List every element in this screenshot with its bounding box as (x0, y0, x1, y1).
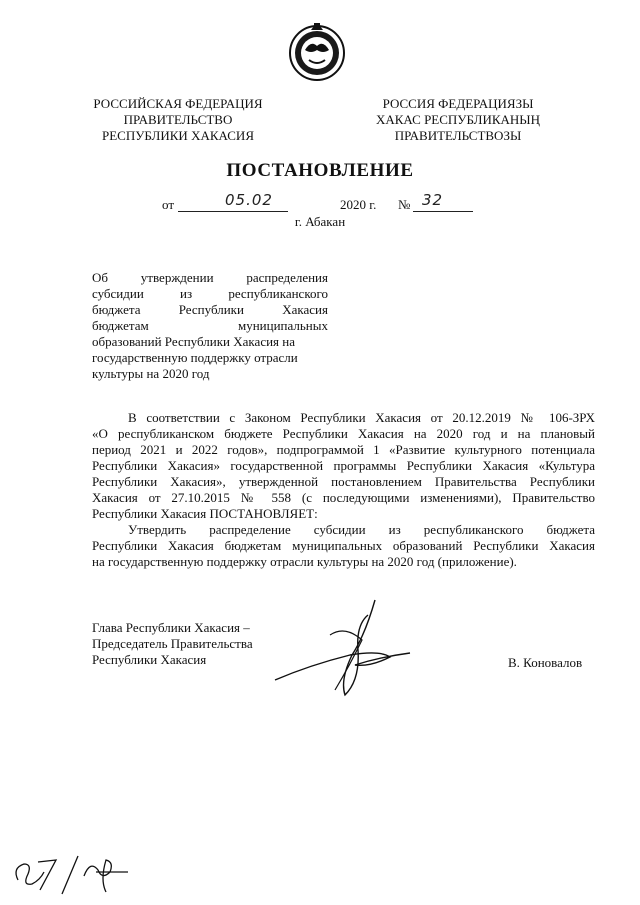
subject-line: культуры на 2020 год (92, 366, 210, 381)
year-label: 2020 г. (340, 197, 377, 212)
body-line: Республики Хакасия» государственной программы Республики Хакасия «Культура (92, 458, 595, 473)
subject-line: субсидии из республиканского (92, 286, 328, 301)
city: г. Абакан (294, 214, 346, 229)
signatory-name: В. Коновалов (508, 655, 583, 670)
khakassia-coat-of-arms-icon (287, 20, 347, 82)
header-left-line: ПРАВИТЕЛЬСТВО (123, 112, 233, 127)
signatory-position (92, 620, 253, 668)
header-left-line: РОССИЙСКАЯ ФЕДЕРАЦИЯ (93, 96, 263, 111)
subject-line: бюджета Республики Хакасия (92, 302, 328, 317)
header-right-line: ПРАВИТЕЛЬСТВОЗЫ (394, 128, 522, 143)
body-line: Республики Хакасия бюджетам муниципальных образований Республики Хакасия (92, 538, 595, 553)
document-body (92, 410, 595, 570)
subject-line: Об утверждении распределения (92, 270, 328, 285)
subject-line: бюджетам муниципальных (92, 318, 328, 333)
number-handwritten: 32 (422, 191, 444, 209)
body-line: Республики Хакасия ПОСТАНОВЛЯЕТ: (92, 506, 318, 521)
signatory-position-line: Председатель Правительства (92, 636, 253, 651)
number-sign: № (398, 197, 411, 212)
signatory-position-line: Республики Хакасия (92, 652, 207, 667)
header-right-line: ХАКАС РЕСПУБЛИКАНЫҢ (375, 112, 541, 127)
header-left-line: РЕСПУБЛИКИ ХАКАСИЯ (101, 128, 254, 143)
signatory-position-line: Глава Республики Хакасия – (92, 620, 250, 635)
document-subject (92, 270, 328, 382)
handwritten-initials (10, 850, 150, 898)
body-line: Хакасия от 27.10.2015 № 558 (с последующими изменениями), Правительство (92, 490, 595, 505)
body-line: «О республиканском бюджете Республики Хакасия на 2020 год и на плановый (92, 426, 595, 441)
body-line: Утвердить распределение субсидии из республиканского бюджета (128, 522, 595, 537)
header-left (88, 96, 268, 144)
body-line: период 2021 и 2022 годов», подпрограммой 1 «Развитие культурного потенциала (92, 442, 595, 457)
subject-line: образований Республики Хакасия на (92, 334, 295, 349)
body-line: В соответствии с Законом Республики Хакасия от 20.12.2019 № 106-ЗРХ (128, 410, 595, 425)
header-right (368, 96, 548, 144)
date-prefix: от (162, 197, 175, 212)
body-line: на государственную поддержку отрасли культуры на 2020 год (приложение). (92, 554, 517, 569)
document-title: ПОСТАНОВЛЕНИЕ (226, 160, 414, 181)
handwritten-signature (270, 595, 420, 710)
subject-line: государственную поддержку отрасли (92, 350, 298, 365)
body-line: Республики Хакасия», утвержденной постановлением Правительства Республики (92, 474, 595, 489)
date-handwritten: 05.02 (225, 191, 273, 209)
header-right-line: РОССИЯ ФЕДЕРАЦИЯЗЫ (382, 96, 534, 111)
